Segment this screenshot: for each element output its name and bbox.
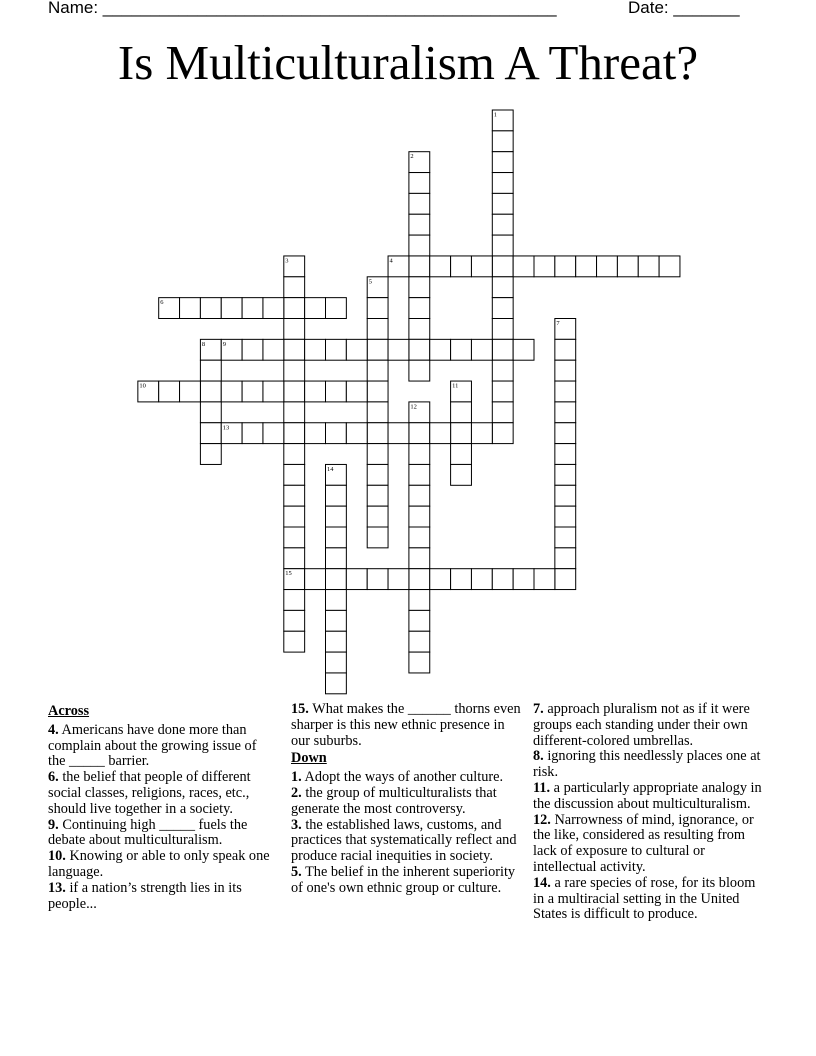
grid-cell[interactable]	[284, 360, 305, 381]
grid-cell[interactable]	[492, 402, 513, 423]
clue-text: Narrowness of mind, ignorance, or the like, considered as resulting from lack of exposure to cultural or intellectual activity.	[533, 811, 754, 875]
cell-number: 5	[368, 278, 372, 286]
grid-cell[interactable]	[492, 569, 513, 590]
grid-cell[interactable]	[159, 381, 180, 402]
grid-cell[interactable]	[346, 381, 367, 402]
grid-cell[interactable]	[284, 381, 305, 402]
grid-cell[interactable]	[242, 298, 263, 319]
grid-cell[interactable]	[555, 256, 576, 277]
cell-number: 10	[139, 382, 146, 390]
clue-text: ignoring this needlessly places one at risk.	[533, 748, 761, 781]
grid-cell[interactable]	[326, 590, 347, 611]
grid-cell[interactable]	[451, 444, 472, 465]
clue-number: 6.	[48, 769, 59, 786]
cell-number: 2	[410, 153, 414, 161]
grid-cell[interactable]	[367, 339, 388, 360]
cell-number: 15	[285, 570, 292, 578]
grid-cell[interactable]	[180, 381, 201, 402]
clues-column-2	[291, 702, 521, 897]
grid-cell[interactable]	[409, 277, 430, 298]
grid-cell[interactable]	[326, 610, 347, 631]
clue-text: a rare species of rose, for its bloom in a multiracial setting in the United States is difficult to produce.	[533, 874, 756, 923]
grid-cell[interactable]	[367, 298, 388, 319]
clue-text: Adopt the ways of another culture.	[304, 769, 504, 786]
grid-cell[interactable]	[200, 423, 221, 444]
grid-cell[interactable]	[555, 485, 576, 506]
grid-cell[interactable]	[409, 319, 430, 340]
grid-cell[interactable]	[492, 152, 513, 173]
clue-text: The belief in the inherent superiority of one's own ethnic group or culture.	[291, 863, 516, 896]
grid-cell[interactable]	[200, 402, 221, 423]
clue-number: 4.	[48, 721, 59, 738]
grid-cell[interactable]	[242, 423, 263, 444]
grid-cell[interactable]	[242, 339, 263, 360]
grid-cell[interactable]	[576, 256, 597, 277]
grid-cell[interactable]	[305, 423, 326, 444]
grid-cell[interactable]	[326, 569, 347, 590]
grid-cell[interactable]	[430, 423, 451, 444]
grid-cell[interactable]	[326, 485, 347, 506]
grid-cell[interactable]	[180, 298, 201, 319]
grid-cell[interactable]	[409, 214, 430, 235]
grid-cell[interactable]	[326, 381, 347, 402]
clue-across-15	[291, 702, 521, 749]
clues-column-3	[533, 702, 768, 923]
grid-cell[interactable]	[555, 339, 576, 360]
grid-cell[interactable]	[305, 298, 326, 319]
grid-cell[interactable]	[284, 548, 305, 569]
date-field-label: Date: _______	[628, 0, 740, 17]
grid-cell[interactable]	[326, 506, 347, 527]
grid-cell[interactable]	[326, 548, 347, 569]
grid-cell[interactable]	[200, 298, 221, 319]
grid-cell[interactable]	[346, 423, 367, 444]
cell-number: 1	[493, 111, 498, 119]
grid-cell[interactable]	[492, 381, 513, 402]
clue-text: Continuing high _____ fuels the debate about multiculturalism.	[48, 816, 248, 849]
grid-cell[interactable]	[242, 381, 263, 402]
grid-cell[interactable]	[200, 444, 221, 465]
grid-cell[interactable]	[451, 256, 472, 277]
grid-cell[interactable]	[409, 256, 430, 277]
cell-number: 11	[452, 382, 459, 390]
clue-down-3	[291, 818, 521, 865]
grid-cell[interactable]	[326, 339, 347, 360]
grid-cell[interactable]	[284, 444, 305, 465]
grid-cell[interactable]	[263, 381, 284, 402]
grid-cell[interactable]	[492, 256, 513, 277]
grid-cell[interactable]	[409, 298, 430, 319]
clue-text: the established laws, customs, and practices that systematically reflect and produce racial inequities in society.	[291, 816, 517, 865]
grid-cell[interactable]	[430, 339, 451, 360]
grid-cell[interactable]	[367, 506, 388, 527]
grid-cell[interactable]	[471, 256, 492, 277]
grid-cell[interactable]	[284, 590, 305, 611]
grid-cell[interactable]	[471, 569, 492, 590]
grid-cell[interactable]	[659, 256, 680, 277]
grid-cell[interactable]	[305, 381, 326, 402]
clue-across-9	[48, 818, 276, 850]
grid-cell[interactable]	[492, 214, 513, 235]
grid-cell[interactable]	[367, 381, 388, 402]
grid-cell[interactable]	[409, 360, 430, 381]
grid-cell[interactable]	[367, 319, 388, 340]
cell-number: 8	[201, 340, 206, 348]
grid-cell[interactable]	[388, 339, 409, 360]
grid-cell[interactable]	[200, 360, 221, 381]
grid-cell[interactable]	[284, 298, 305, 319]
grid-cell[interactable]	[471, 423, 492, 444]
grid-cell[interactable]	[326, 298, 347, 319]
clue-down-12	[533, 813, 768, 876]
grid-cell[interactable]	[388, 569, 409, 590]
grid-cell[interactable]	[200, 381, 221, 402]
grid-cell[interactable]	[409, 590, 430, 611]
clue-number: 5.	[291, 863, 302, 880]
grid-cell[interactable]	[221, 298, 242, 319]
clue-across-13	[48, 881, 276, 913]
grid-cell[interactable]	[409, 548, 430, 569]
grid-cell[interactable]	[409, 652, 430, 673]
grid-cell[interactable]	[492, 319, 513, 340]
grid-cell[interactable]	[513, 569, 534, 590]
grid-cell[interactable]	[534, 256, 555, 277]
clue-number: 15.	[291, 701, 309, 717]
clue-down-14	[533, 876, 768, 923]
across-heading: Across	[48, 703, 90, 719]
grid-cell[interactable]	[221, 381, 242, 402]
grid-cell[interactable]	[638, 256, 659, 277]
clue-number: 10.	[48, 848, 66, 865]
cell-number: 12	[410, 403, 417, 411]
grid-cell[interactable]	[409, 569, 430, 590]
clue-down-7	[533, 702, 768, 749]
clue-number: 11.	[533, 779, 551, 796]
cell-number: 6	[160, 299, 164, 307]
grid-cell[interactable]	[555, 423, 576, 444]
clue-text: approach pluralism not as if it were groups each standing under their own different-colored umbrellas.	[533, 701, 750, 749]
clue-text: Americans have done more than complain about the growing issue of the _____ barrier.	[48, 721, 257, 770]
cell-number: 4	[389, 257, 393, 265]
grid-cell[interactable]	[617, 256, 638, 277]
clue-down-11	[533, 781, 768, 813]
grid-cell[interactable]	[555, 506, 576, 527]
grid-cell[interactable]	[388, 423, 409, 444]
clue-down-1	[291, 770, 521, 786]
clue-number: 13.	[48, 879, 66, 896]
grid-cell[interactable]	[284, 277, 305, 298]
down-heading: Down	[291, 750, 327, 767]
grid-cell[interactable]	[409, 610, 430, 631]
grid-cell[interactable]	[492, 277, 513, 298]
grid-cell[interactable]	[409, 485, 430, 506]
grid-cell[interactable]	[492, 298, 513, 319]
grid-cell[interactable]	[284, 485, 305, 506]
clue-text: Knowing or able to only speak one language.	[48, 848, 270, 880]
grid-cell[interactable]	[409, 423, 430, 444]
grid-cell[interactable]	[492, 360, 513, 381]
grid-cell[interactable]	[409, 444, 430, 465]
grid-cell[interactable]	[555, 569, 576, 590]
grid-cell[interactable]	[284, 339, 305, 360]
grid-cell[interactable]	[555, 464, 576, 485]
grid-cell[interactable]	[555, 402, 576, 423]
grid-cell[interactable]	[451, 402, 472, 423]
grid-cell[interactable]	[555, 381, 576, 402]
grid-cell[interactable]	[409, 464, 430, 485]
clue-across-10	[48, 849, 276, 881]
grid-cell[interactable]	[367, 444, 388, 465]
grid-cell[interactable]	[284, 319, 305, 340]
grid-cell[interactable]	[305, 339, 326, 360]
cell-number: 9	[222, 340, 226, 348]
grid-cell[interactable]	[284, 402, 305, 423]
clue-text: if a nation’s strength lies in its people...	[48, 879, 242, 912]
grid-cell[interactable]	[367, 402, 388, 423]
clue-down-5	[291, 865, 521, 897]
clue-number: 7.	[533, 701, 544, 717]
grid-cell[interactable]	[284, 631, 305, 652]
grid-cell[interactable]	[346, 569, 367, 590]
clue-across-4	[48, 723, 276, 770]
grid-cell[interactable]	[555, 360, 576, 381]
clue-number: 1.	[291, 769, 302, 786]
clue-number: 12.	[533, 811, 551, 828]
grid-cell[interactable]	[534, 569, 555, 590]
grid-cell[interactable]	[430, 256, 451, 277]
grid-cell[interactable]	[367, 423, 388, 444]
grid-cell[interactable]	[451, 569, 472, 590]
grid-cell[interactable]	[409, 506, 430, 527]
clue-number: 2.	[291, 784, 302, 801]
grid-cell[interactable]	[409, 527, 430, 548]
grid-cell[interactable]	[409, 631, 430, 652]
grid-cell[interactable]	[367, 485, 388, 506]
cell-number: 7	[556, 320, 560, 327]
grid-cell[interactable]	[492, 193, 513, 214]
clue-text: the belief that people of different social classes, religions, races, etc., should live together in a society.	[48, 769, 251, 817]
grid-cell[interactable]	[326, 527, 347, 548]
grid-cell[interactable]	[492, 423, 513, 444]
grid-cell[interactable]	[513, 339, 534, 360]
grid-cell[interactable]	[284, 527, 305, 548]
grid-cell[interactable]	[492, 131, 513, 152]
grid-cell[interactable]	[346, 339, 367, 360]
clue-text: a particularly appropriate analogy in the discussion about multiculturalism.	[533, 779, 762, 812]
cell-number: 13	[222, 424, 230, 432]
grid-cell[interactable]	[409, 235, 430, 256]
grid-cell[interactable]	[367, 360, 388, 381]
grid-cell[interactable]	[263, 423, 284, 444]
name-field-label: Name: ________________________________________________	[48, 0, 557, 17]
grid-cell[interactable]	[492, 339, 513, 360]
clue-number: 14.	[533, 874, 551, 891]
grid-cell[interactable]	[367, 527, 388, 548]
grid-cell[interactable]	[492, 173, 513, 194]
grid-cell[interactable]	[555, 444, 576, 465]
grid-cell[interactable]	[367, 569, 388, 590]
grid-cell[interactable]	[284, 610, 305, 631]
clues-column-1	[48, 702, 276, 912]
clue-number: 8.	[533, 748, 544, 765]
grid-cell[interactable]	[597, 256, 618, 277]
grid-cell[interactable]	[305, 569, 326, 590]
grid-cell[interactable]	[326, 423, 347, 444]
clue-down-8	[533, 749, 768, 781]
grid-cell[interactable]	[284, 464, 305, 485]
page-title: Is Multiculturalism A Threat?	[117, 35, 699, 90]
cell-number: 3	[285, 257, 289, 265]
grid-cell[interactable]	[555, 527, 576, 548]
grid-cell[interactable]	[367, 464, 388, 485]
grid-cell[interactable]	[451, 423, 472, 444]
grid-cell[interactable]	[430, 569, 451, 590]
grid-cell[interactable]	[263, 339, 284, 360]
clue-text: the group of multiculturalists that generate the most controversy.	[291, 784, 497, 817]
grid-cell[interactable]	[326, 652, 347, 673]
grid-cell[interactable]	[492, 235, 513, 256]
grid-cell[interactable]	[409, 193, 430, 214]
grid-cell[interactable]	[326, 631, 347, 652]
clue-across-6	[48, 770, 276, 817]
grid-cell[interactable]	[471, 339, 492, 360]
clue-number: 9.	[48, 816, 59, 833]
clue-number: 3.	[291, 816, 302, 833]
grid-cell[interactable]	[326, 673, 347, 694]
grid-cell[interactable]	[555, 548, 576, 569]
grid-cell[interactable]	[284, 506, 305, 527]
grid-cell[interactable]	[409, 173, 430, 194]
grid-cell[interactable]	[451, 464, 472, 485]
clue-text: What makes the ______ thorns even sharper is this new ethnic presence in our suburbs.	[291, 701, 521, 749]
grid-cell[interactable]	[284, 423, 305, 444]
grid-cell[interactable]	[409, 339, 430, 360]
cell-number: 14	[327, 465, 334, 473]
grid-cell[interactable]	[451, 339, 472, 360]
grid-cell[interactable]	[513, 256, 534, 277]
grid-cell[interactable]	[263, 298, 284, 319]
clue-down-2	[291, 786, 521, 818]
